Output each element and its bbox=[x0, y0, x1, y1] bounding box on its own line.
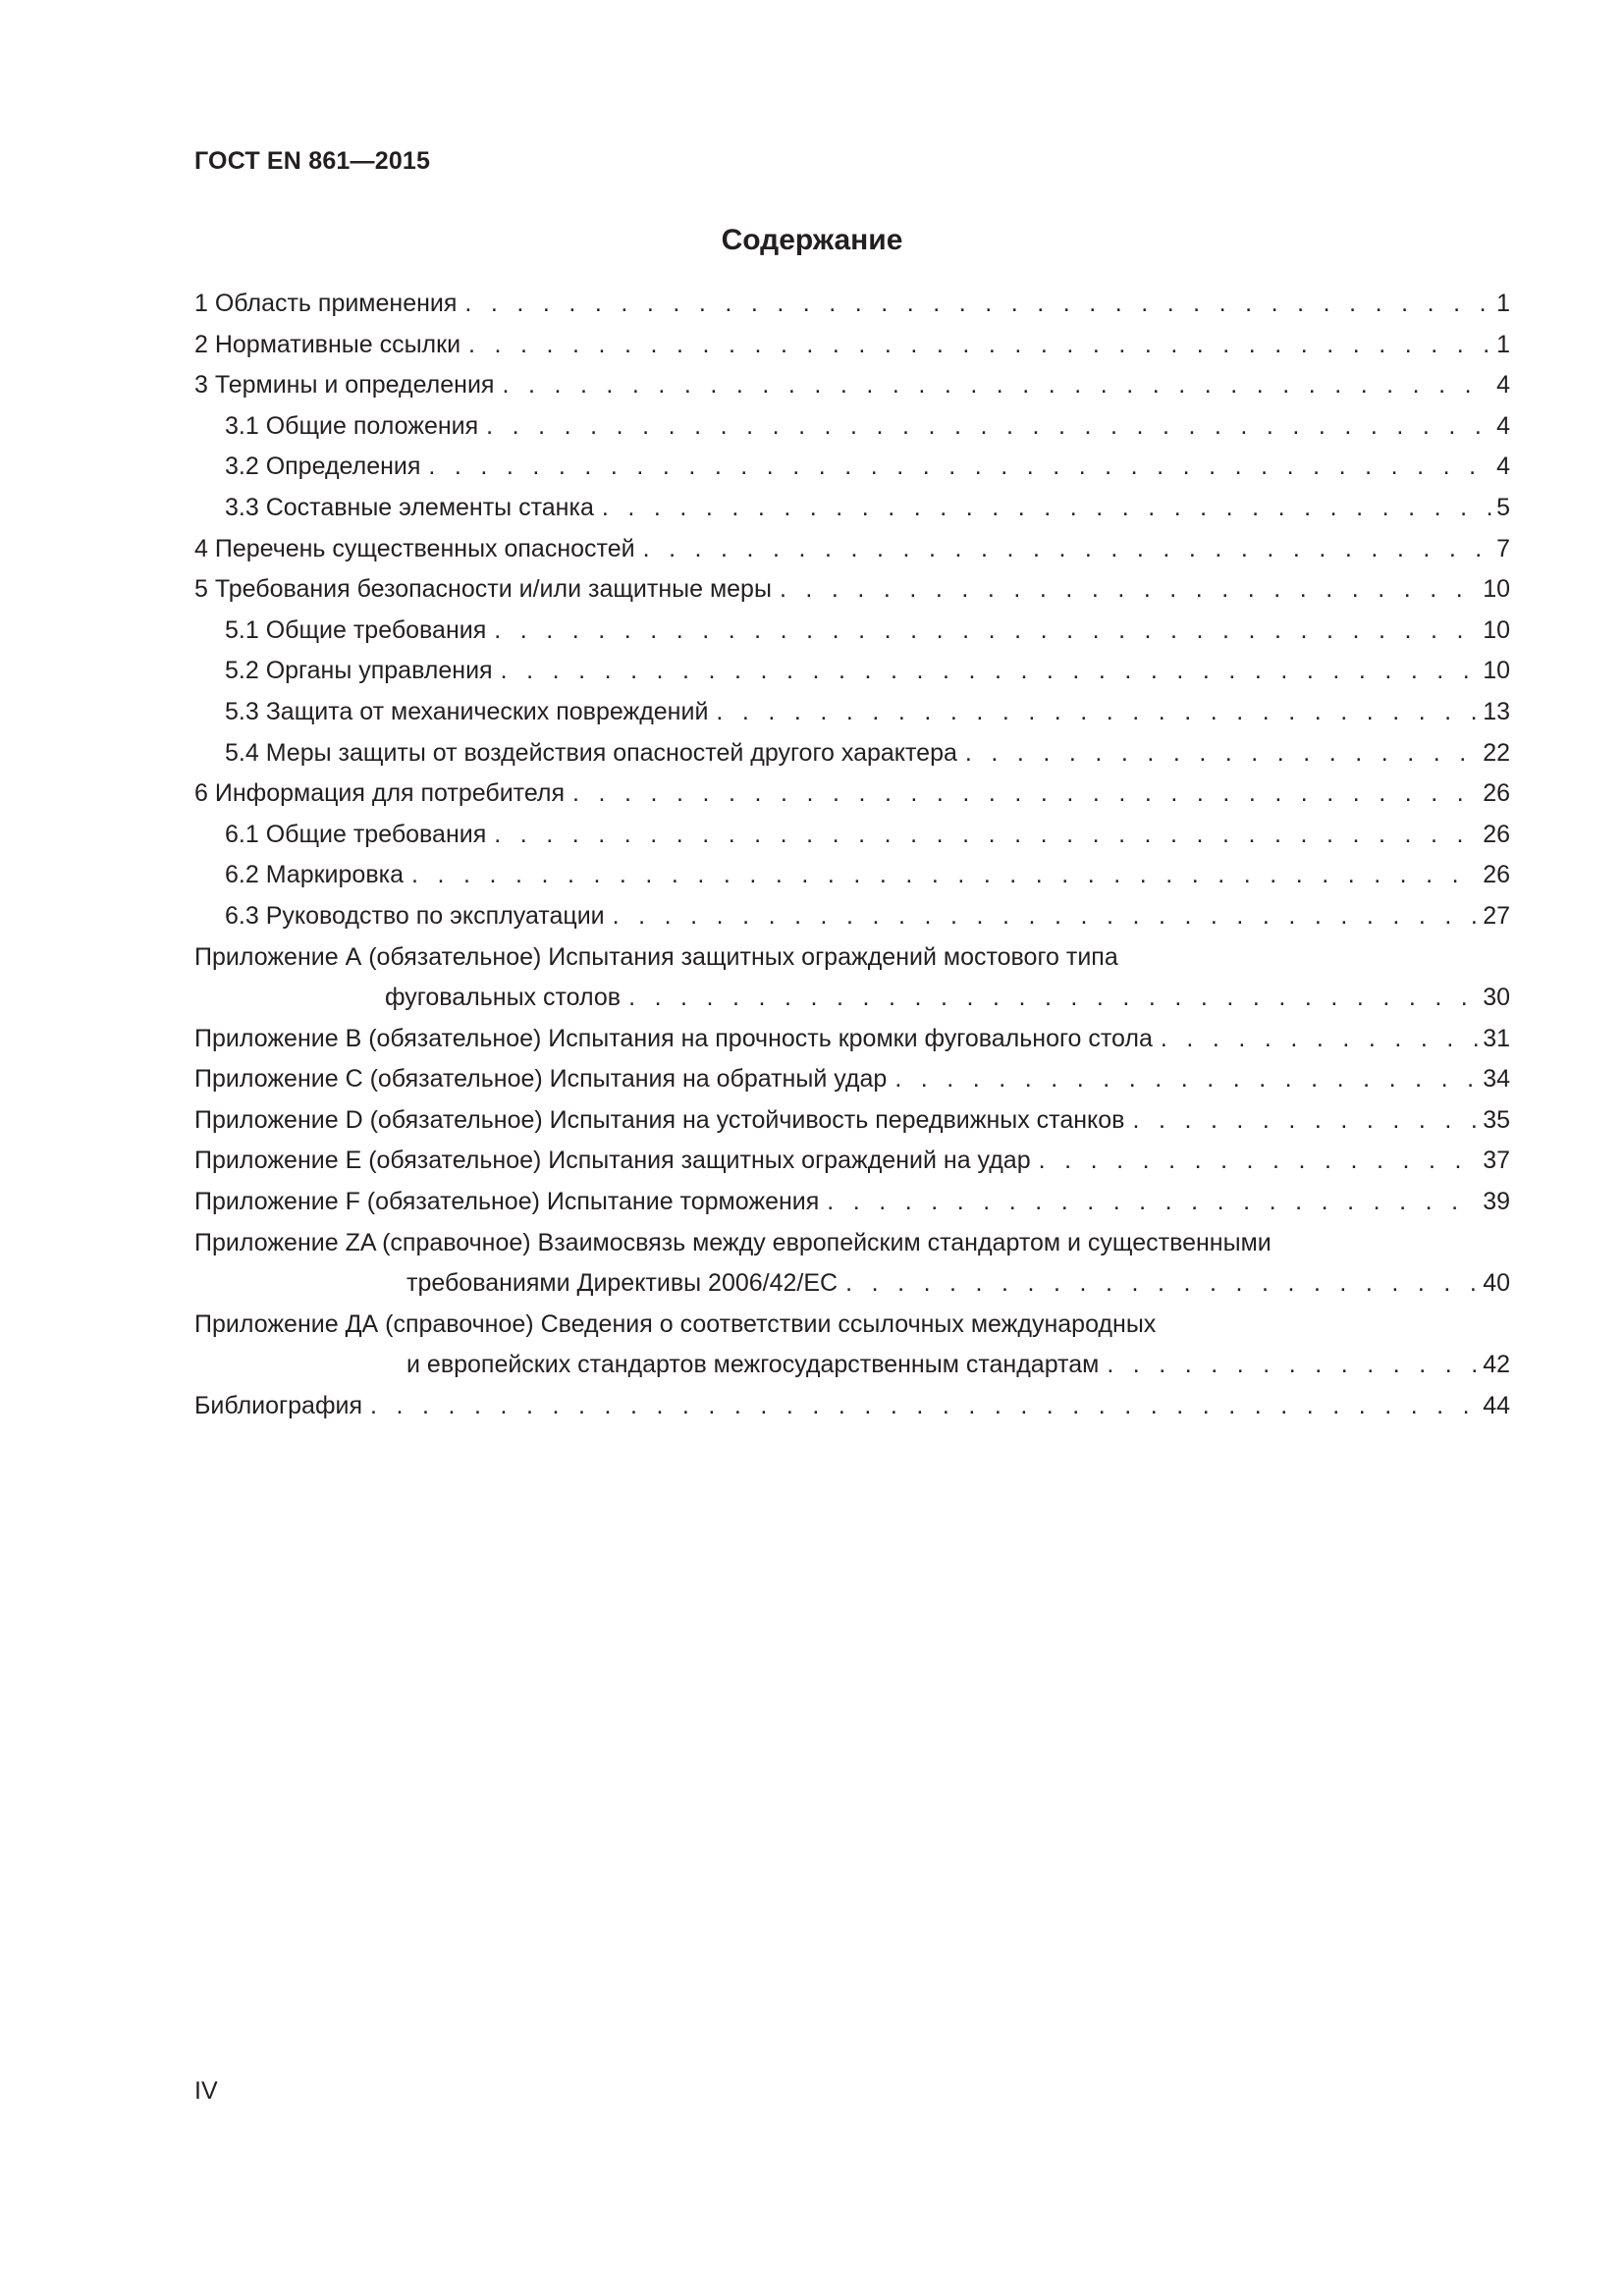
toc-entry-text: 5.3 Защита от механических повреждений bbox=[225, 697, 709, 725]
toc-entry-text: 4 Перечень существенных опасностей bbox=[194, 534, 635, 562]
toc-entry-5-1[interactable] bbox=[194, 611, 1510, 652]
table-of-contents bbox=[194, 284, 1510, 1427]
toc-page-number: 42 bbox=[1483, 1351, 1510, 1379]
toc-entry-annex-za[interactable] bbox=[194, 1223, 1510, 1305]
toc-page-number: 26 bbox=[1483, 861, 1510, 889]
toc-entry-annex-da[interactable] bbox=[194, 1305, 1510, 1386]
toc-page-number: 26 bbox=[1483, 779, 1510, 808]
dot-leader bbox=[845, 1263, 1479, 1305]
dot-leader bbox=[1039, 1141, 1480, 1182]
dot-leader bbox=[827, 1182, 1479, 1223]
document-code: ГОСТ EN 861—2015 bbox=[194, 147, 431, 175]
toc-entry-text: 6 Информация для потребителя bbox=[194, 779, 566, 808]
toc-entry-annex-f[interactable] bbox=[194, 1182, 1510, 1223]
toc-entry-text-continued: и европейских стандартов межгосударственным стандартам bbox=[406, 1351, 1100, 1379]
toc-entry-text: Приложение А (обязательное) Испытания защитных ограждений мостового типа bbox=[194, 942, 1118, 971]
toc-entry-annex-b[interactable] bbox=[194, 1019, 1510, 1060]
toc-entry-annex-c[interactable] bbox=[194, 1059, 1510, 1100]
toc-entry-3[interactable] bbox=[194, 365, 1510, 406]
dot-leader bbox=[780, 569, 1479, 611]
toc-entry-text: 5 Требования безопасности и/или защитные меры bbox=[194, 575, 772, 604]
toc-page-number: 30 bbox=[1483, 984, 1510, 1012]
toc-entry-text: 6.3 Руководство по эксплуатации bbox=[225, 901, 605, 930]
toc-entry-text: 5.2 Органы управления bbox=[225, 657, 493, 685]
toc-page-number: 1 bbox=[1496, 290, 1510, 317]
toc-entry-6-2[interactable] bbox=[194, 855, 1510, 896]
toc-page-number: 44 bbox=[1483, 1392, 1510, 1420]
toc-entry-text: 1 Область применения bbox=[194, 290, 458, 317]
dot-leader bbox=[716, 692, 1479, 733]
toc-page-number: 5 bbox=[1496, 493, 1510, 521]
toc-entry-text: 3 Термины и определения bbox=[194, 371, 495, 400]
toc-page-number: 4 bbox=[1496, 411, 1510, 440]
dot-leader bbox=[1107, 1345, 1479, 1386]
toc-entry-text: Приложение D (обязательное) Испытания на устойчивость передвижных станков bbox=[194, 1105, 1125, 1134]
dot-leader bbox=[502, 365, 1492, 406]
toc-entry-text: 3.1 Общие положения bbox=[225, 411, 479, 440]
toc-entry-5-2[interactable] bbox=[194, 651, 1510, 692]
toc-entry-text: 2 Нормативные ссылки bbox=[194, 330, 461, 358]
page-number-footer: IV bbox=[194, 2077, 218, 2105]
toc-entry-text: Приложение Е (обязательное) Испытания защитных ограждений на удар bbox=[194, 1147, 1031, 1175]
dot-leader bbox=[494, 815, 1479, 856]
toc-page-number: 22 bbox=[1483, 738, 1510, 767]
dot-leader bbox=[643, 529, 1493, 570]
toc-page-number: 40 bbox=[1483, 1269, 1510, 1298]
dot-leader bbox=[613, 896, 1480, 937]
toc-entry-text: Приложение С (обязательное) Испытания на обратный удар bbox=[194, 1065, 888, 1094]
dot-leader bbox=[501, 651, 1480, 692]
toc-entry-1[interactable] bbox=[194, 284, 1510, 325]
dot-leader bbox=[486, 406, 1492, 448]
toc-page-number: 39 bbox=[1483, 1188, 1510, 1216]
toc-entry-5-4[interactable] bbox=[194, 733, 1510, 774]
toc-entry-text: 6.2 Маркировка bbox=[225, 861, 404, 889]
toc-entry-4[interactable] bbox=[194, 529, 1510, 570]
dot-leader bbox=[894, 1059, 1479, 1100]
toc-entry-3-3[interactable] bbox=[194, 488, 1510, 529]
toc-entry-6-3[interactable] bbox=[194, 896, 1510, 937]
toc-entry-annex-a[interactable] bbox=[194, 937, 1510, 1019]
dot-leader bbox=[464, 284, 1492, 325]
toc-entry-bibliography[interactable] bbox=[194, 1386, 1510, 1427]
toc-entry-annex-e[interactable] bbox=[194, 1141, 1510, 1182]
toc-entry-3-2[interactable] bbox=[194, 447, 1510, 488]
toc-entry-text: 3.2 Определения bbox=[225, 453, 421, 481]
toc-page-number: 26 bbox=[1483, 820, 1510, 848]
toc-entry-2[interactable] bbox=[194, 325, 1510, 366]
toc-entry-text-continued: требованиями Директивы 2006/42/ЕС bbox=[406, 1269, 839, 1298]
toc-entry-text: 5.4 Меры защиты от воздействия опасностей другого характера bbox=[225, 738, 957, 767]
dot-leader bbox=[965, 733, 1479, 774]
toc-entry-text: Приложение ДА (справочное) Сведения о соответствии ссылочных международных bbox=[194, 1309, 1157, 1338]
dot-leader bbox=[1132, 1100, 1479, 1142]
dot-leader bbox=[602, 488, 1492, 529]
toc-entry-6[interactable] bbox=[194, 774, 1510, 815]
toc-page-number: 10 bbox=[1483, 575, 1510, 604]
toc-page-number: 35 bbox=[1483, 1105, 1510, 1134]
toc-entry-text: 5.1 Общие требования bbox=[225, 615, 487, 644]
toc-entry-text: 3.3 Составные элементы станка bbox=[225, 493, 594, 521]
dot-leader bbox=[411, 855, 1479, 896]
dot-leader bbox=[628, 978, 1479, 1019]
toc-page-number: 7 bbox=[1496, 534, 1510, 562]
toc-entry-5[interactable] bbox=[194, 569, 1510, 611]
toc-entry-text: Приложение F (обязательное) Испытание торможения bbox=[194, 1188, 820, 1216]
toc-title: Содержание bbox=[721, 224, 903, 256]
dot-leader bbox=[572, 774, 1479, 815]
toc-entry-5-3[interactable] bbox=[194, 692, 1510, 733]
dot-leader bbox=[468, 325, 1492, 366]
toc-entry-text: Библиография bbox=[194, 1392, 363, 1420]
toc-entry-text: Приложение ZA (справочное) Взаимосвязь между европейским стандартом и существенными bbox=[194, 1228, 1272, 1256]
dot-leader bbox=[1161, 1019, 1479, 1060]
dot-leader bbox=[370, 1386, 1479, 1427]
toc-page-number: 31 bbox=[1483, 1024, 1510, 1052]
toc-page-number: 13 bbox=[1483, 697, 1510, 725]
dot-leader bbox=[428, 447, 1492, 488]
toc-entry-text-continued: фуговальных столов bbox=[385, 984, 622, 1012]
toc-page-number: 10 bbox=[1483, 615, 1510, 644]
toc-page-number: 1 bbox=[1496, 330, 1510, 358]
toc-entry-6-1[interactable] bbox=[194, 815, 1510, 856]
toc-entry-3-1[interactable] bbox=[194, 406, 1510, 448]
toc-page-number: 27 bbox=[1483, 901, 1510, 930]
toc-page-number: 37 bbox=[1483, 1147, 1510, 1175]
dot-leader bbox=[494, 611, 1479, 652]
toc-page-number: 4 bbox=[1496, 453, 1510, 481]
toc-page-number: 10 bbox=[1483, 657, 1510, 685]
toc-page-number: 4 bbox=[1496, 371, 1510, 400]
toc-entry-text: Приложение В (обязательное) Испытания на прочность кромки фуговального стола bbox=[194, 1024, 1153, 1052]
toc-entry-annex-d[interactable] bbox=[194, 1100, 1510, 1142]
toc-entry-text: 6.1 Общие требования bbox=[225, 820, 487, 848]
toc-page-number: 34 bbox=[1483, 1065, 1510, 1094]
